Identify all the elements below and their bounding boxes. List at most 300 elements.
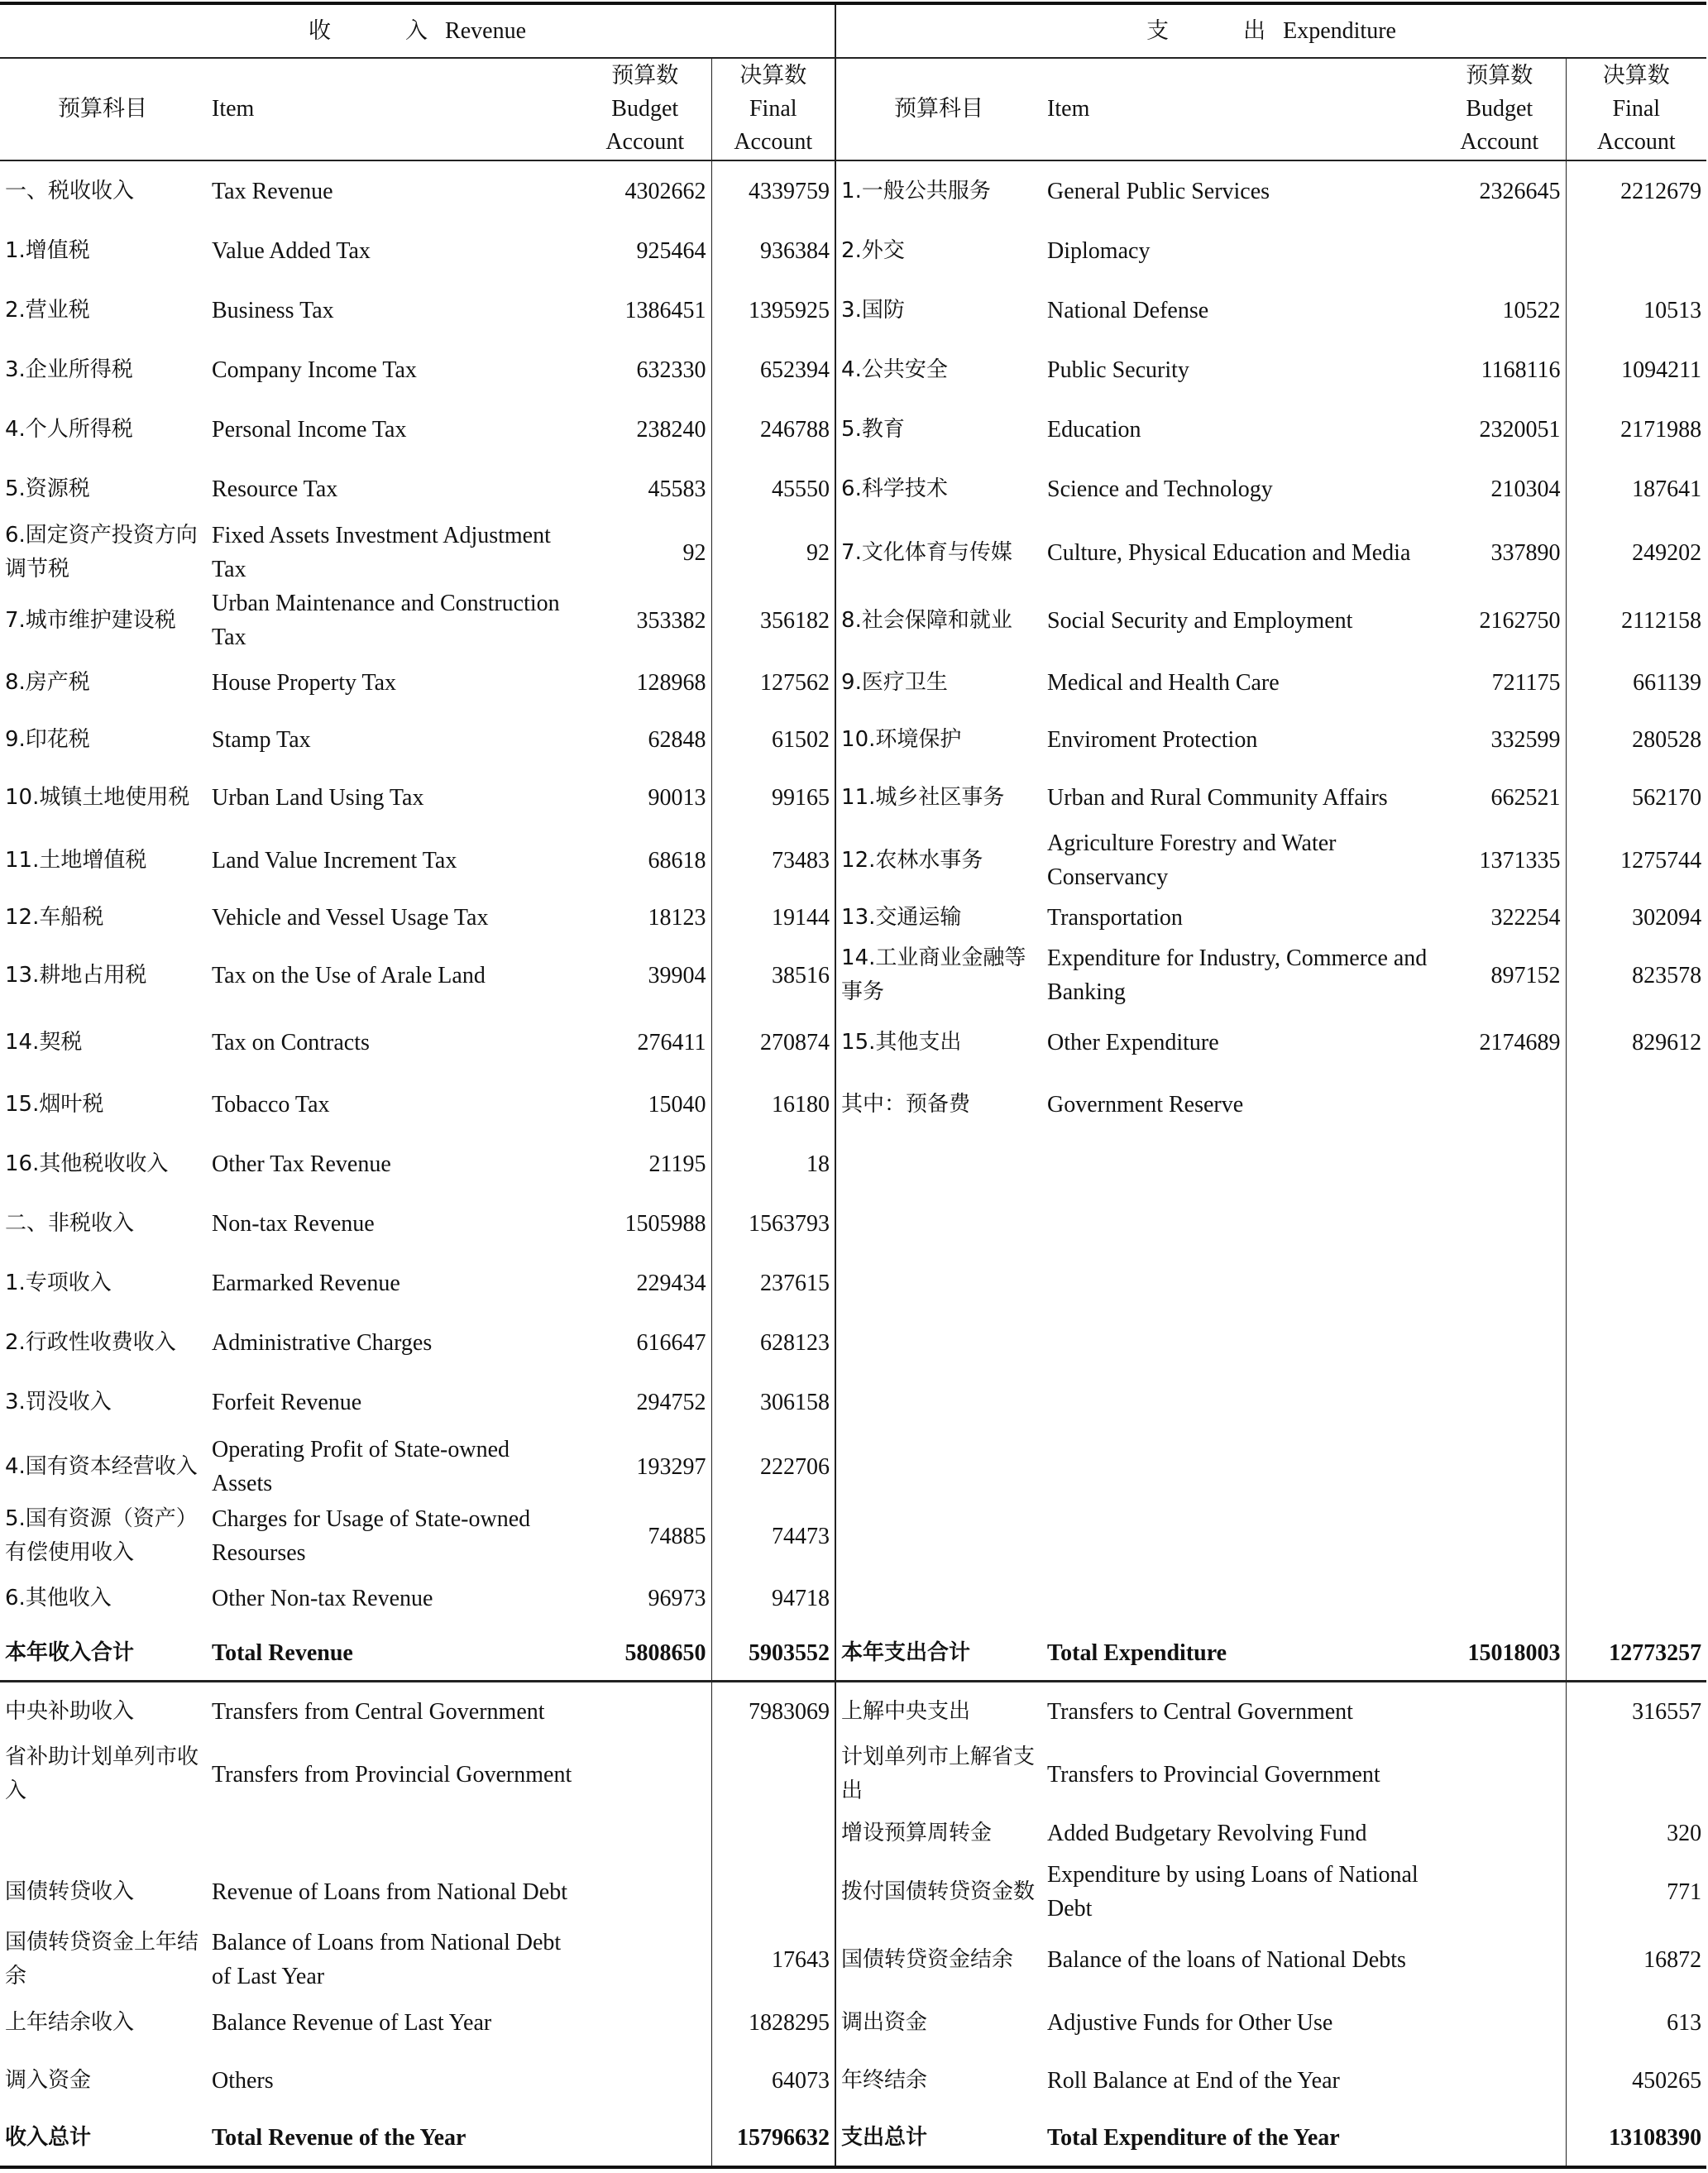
- expenditure-item-en: [1042, 1432, 1433, 1501]
- revenue-item-en: Tobacco Tax: [212, 1091, 330, 1118]
- expenditure-final-header-cn: 决算数: [1602, 63, 1670, 89]
- expenditure-title-cn-2: 出: [1243, 18, 1266, 44]
- revenue-final-value: [711, 1858, 835, 1926]
- transfer-row: [0, 1808, 1706, 1858]
- data-row: [0, 826, 1706, 894]
- revenue-item-en: Operating Profit of State-owned Assets: [212, 1437, 510, 1496]
- expenditure-item-en: [1042, 1253, 1433, 1313]
- revenue-subject-cn: 5.资源税: [5, 476, 90, 501]
- expenditure-subject-cn: 本年支出合计: [835, 1625, 1042, 1682]
- revenue-subject-header: 预算科目: [0, 58, 207, 160]
- revenue-budget-value: 21195: [579, 1134, 711, 1194]
- expenditure-subject-cn: 2.外交: [841, 237, 905, 263]
- grand-total-row: [0, 2109, 1706, 2167]
- revenue-item-en: Total Revenue: [207, 1625, 579, 1682]
- expenditure-final-value: [1566, 1134, 1706, 1194]
- revenue-final-value: 99165: [711, 768, 835, 826]
- revenue-budget-value: 92: [579, 519, 711, 586]
- expenditure-subject-cn: 4.公共安全: [841, 357, 948, 382]
- revenue-final-value: 16180: [711, 1075, 835, 1134]
- revenue-title-cn-1: 收: [309, 18, 332, 44]
- expenditure-item-en: Expenditure by using Loans of National Debt: [1047, 1862, 1419, 1922]
- expenditure-subject-cn: [835, 1253, 1042, 1313]
- expenditure-item-en: Balance of the loans of National Debts: [1047, 1946, 1406, 1973]
- revenue-item-en: Stamp Tax: [212, 726, 311, 753]
- expenditure-subject-cn: 年终结余: [841, 2067, 928, 2093]
- expenditure-budget-value: [1433, 1313, 1566, 1372]
- revenue-budget-value: 276411: [579, 1010, 711, 1075]
- revenue-final-value: 18: [711, 1134, 835, 1194]
- revenue-item-en: Transfers from Central Government: [212, 1698, 545, 1725]
- revenue-final-value: 936384: [711, 221, 835, 280]
- expenditure-subject-cn: 13.交通运输: [841, 904, 962, 930]
- revenue-item-en: Balance of Loans from National Debt of Last Year: [212, 1930, 562, 1989]
- data-row: [0, 221, 1706, 280]
- revenue-budget-value: 229434: [579, 1253, 711, 1313]
- expenditure-item-en: Total Expenditure: [1042, 1625, 1433, 1682]
- revenue-subject-cn: 14.契税: [5, 1029, 83, 1055]
- total-row: [0, 1625, 1706, 1682]
- expenditure-final-value: [1566, 1194, 1706, 1253]
- expenditure-item-en: Science and Technology: [1047, 476, 1273, 502]
- expenditure-item-en: Adjustive Funds for Other Use: [1047, 2009, 1333, 2036]
- expenditure-final-value: 316557: [1632, 1698, 1702, 1725]
- revenue-budget-header-en2: Account: [605, 129, 685, 155]
- revenue-subject-cn: 3.企业所得税: [5, 357, 133, 382]
- revenue-final-value: 652394: [711, 340, 835, 400]
- section-title-row: [0, 3, 1706, 58]
- revenue-subject-cn: 6.其他收入: [5, 1585, 112, 1611]
- revenue-subject-cn: 上年结余收入: [5, 2009, 135, 2035]
- expenditure-subject-cn: 增设预算周转金: [841, 1820, 993, 1845]
- expenditure-item-en: Urban and Rural Community Affairs: [1047, 784, 1388, 811]
- revenue-final-value: 38516: [711, 941, 835, 1010]
- revenue-budget-value: 5808650: [579, 1625, 711, 1682]
- revenue-final-value: [711, 1808, 835, 1858]
- revenue-budget-value: 39904: [579, 941, 711, 1010]
- revenue-budget-value: 68618: [579, 826, 711, 894]
- revenue-item-en: Personal Income Tax: [212, 416, 407, 443]
- data-row: [0, 1134, 1706, 1194]
- revenue-budget-value: [579, 2109, 711, 2167]
- expenditure-budget-value: [1433, 1682, 1566, 1741]
- expenditure-subject-cn: 计划单列市上解省支出: [841, 1745, 1036, 1803]
- expenditure-item-en: General Public Services: [1047, 178, 1270, 204]
- expenditure-final-value: [1566, 1501, 1706, 1571]
- revenue-subject-cn: 调入资金: [5, 2067, 92, 2093]
- expenditure-final-value: 10513: [1643, 297, 1702, 323]
- expenditure-budget-value: 2320051: [1433, 400, 1566, 459]
- revenue-final-header-cn: 决算数: [739, 63, 807, 89]
- data-row: [0, 1372, 1706, 1432]
- revenue-item-en: Other Tax Revenue: [212, 1151, 391, 1177]
- expenditure-budget-value: 332599: [1433, 711, 1566, 768]
- expenditure-final-value: [1566, 1253, 1706, 1313]
- revenue-budget-value: 96973: [579, 1571, 711, 1625]
- revenue-subject-cn: 1.专项收入: [5, 1270, 112, 1295]
- expenditure-item-en: Roll Balance at End of the Year: [1047, 2067, 1340, 2094]
- revenue-final-header: [711, 58, 835, 160]
- revenue-budget-value: 90013: [579, 768, 711, 826]
- revenue-subject-cn: 5.国有资源（资产）有偿使用收入: [5, 1506, 198, 1565]
- expenditure-item-en: Agriculture Forestry and Water Conservancy: [1047, 830, 1337, 890]
- expenditure-budget-value: 337890: [1433, 519, 1566, 586]
- expenditure-subject-cn: [835, 1134, 1042, 1194]
- revenue-subject-cn: 国债转贷收入: [5, 1879, 135, 1904]
- revenue-final-value: 7983069: [711, 1682, 835, 1741]
- revenue-budget-header-cn: 预算数: [611, 63, 679, 89]
- expenditure-item-en: Expenditure for Industry, Commerce and Banking: [1047, 945, 1428, 1005]
- data-row: [0, 280, 1706, 340]
- revenue-subject-cn: 16.其他税收收入: [5, 1151, 169, 1176]
- revenue-subject-cn: 6.固定资产投资方向调节税: [5, 523, 198, 582]
- revenue-budget-value: 15040: [579, 1075, 711, 1134]
- revenue-final-value: 64073: [711, 2051, 835, 2109]
- revenue-budget-value: 4302662: [579, 160, 711, 221]
- expenditure-item-en: [1042, 1501, 1433, 1571]
- expenditure-final-value: [1566, 1432, 1706, 1501]
- expenditure-item-en: Transfers to Central Government: [1047, 1698, 1353, 1725]
- expenditure-budget-value: 662521: [1433, 768, 1566, 826]
- expenditure-subject-cn: [835, 1571, 1042, 1625]
- revenue-final-value: 1828295: [711, 1994, 835, 2051]
- revenue-subject-cn: 中央补助收入: [5, 1698, 135, 1724]
- revenue-subject-cn: 1.增值税: [5, 237, 90, 263]
- revenue-budget-value: 62848: [579, 711, 711, 768]
- revenue-budget-value: [579, 1858, 711, 1926]
- expenditure-subject-cn: 15.其他支出: [841, 1029, 962, 1055]
- revenue-budget-value: 1386451: [579, 280, 711, 340]
- revenue-title-cn-2: 入: [405, 18, 428, 44]
- revenue-subject-cn: 本年收入合计: [0, 1625, 207, 1682]
- revenue-subject-cn: 3.罚没收入: [5, 1389, 112, 1414]
- revenue-subject-cn: 4.个人所得税: [5, 416, 133, 442]
- expenditure-final-value: 613: [1667, 2009, 1702, 2036]
- revenue-budget-value: [579, 2051, 711, 2109]
- expenditure-budget-value: 2162750: [1433, 586, 1566, 654]
- expenditure-subject-cn: 14.工业商业金融等事务: [841, 945, 1026, 1004]
- expenditure-subject-cn: 12.农林水事务: [841, 847, 983, 873]
- revenue-final-value: 246788: [711, 400, 835, 459]
- revenue-item-en: Tax on Contracts: [212, 1029, 370, 1055]
- data-row: [0, 1010, 1706, 1075]
- revenue-budget-value: 294752: [579, 1372, 711, 1432]
- expenditure-final-value: 16872: [1643, 1946, 1702, 1973]
- data-row: [0, 711, 1706, 768]
- revenue-subject-cn: 12.车船税: [5, 904, 104, 930]
- column-header-row: [0, 58, 1706, 160]
- expenditure-budget-value: 2174689: [1433, 1010, 1566, 1075]
- expenditure-final-header-en1: Final: [1612, 96, 1661, 122]
- expenditure-item-en: [1042, 1571, 1433, 1625]
- revenue-item-en: [207, 1808, 579, 1858]
- expenditure-budget-header-cn: 预算数: [1466, 63, 1533, 89]
- revenue-budget-header: [579, 58, 711, 160]
- revenue-budget-value: 193297: [579, 1432, 711, 1501]
- revenue-item-en: Administrative Charges: [212, 1329, 433, 1356]
- expenditure-budget-value: [1433, 1253, 1566, 1313]
- revenue-final-value: 270874: [711, 1010, 835, 1075]
- expenditure-subject-cn: 8.社会保障和就业: [841, 607, 1012, 633]
- revenue-final-header-en2: Account: [734, 129, 813, 155]
- expenditure-final-value: [1566, 1313, 1706, 1372]
- revenue-budget-value: [579, 1926, 711, 1994]
- expenditure-final-value: [1566, 1740, 1706, 1808]
- revenue-subject-cn: 4.国有资本经营收入: [5, 1453, 198, 1479]
- revenue-item-en: Forfeit Revenue: [212, 1389, 362, 1415]
- revenue-item-en: Vehicle and Vessel Usage Tax: [212, 904, 489, 931]
- revenue-final-value: 45550: [711, 459, 835, 519]
- expenditure-subject-cn: 上解中央支出: [841, 1698, 971, 1724]
- expenditure-budget-value: [1433, 221, 1566, 280]
- expenditure-subject-cn: [835, 1194, 1042, 1253]
- revenue-final-value: 4339759: [711, 160, 835, 221]
- expenditure-subject-cn: [835, 1313, 1042, 1372]
- revenue-item-en: Charges for Usage of State-owned Resourses: [212, 1506, 531, 1566]
- expenditure-item-en: Transfers to Provincial Government: [1047, 1761, 1380, 1788]
- expenditure-budget-value: 210304: [1433, 459, 1566, 519]
- revenue-budget-value: 74885: [579, 1501, 711, 1571]
- expenditure-item-en: National Defense: [1047, 297, 1209, 323]
- transfer-row: [0, 1682, 1706, 1741]
- expenditure-budget-value: 10522: [1433, 280, 1566, 340]
- revenue-subject-cn: 7.城市维护建设税: [5, 607, 176, 633]
- expenditure-final-header-en2: Account: [1596, 129, 1676, 155]
- revenue-budget-value: [579, 1740, 711, 1808]
- revenue-final-value: 61502: [711, 711, 835, 768]
- expenditure-subject-cn: 其中：预备费: [841, 1091, 971, 1117]
- expenditure-budget-value: 2326645: [1433, 160, 1566, 221]
- revenue-item-en: Business Tax: [212, 297, 334, 323]
- expenditure-budget-header-en2: Account: [1460, 129, 1539, 155]
- revenue-final-value: 74473: [711, 1501, 835, 1571]
- expenditure-budget-header: [1433, 58, 1566, 160]
- expenditure-final-value: 2171988: [1620, 416, 1702, 443]
- revenue-budget-value: 45583: [579, 459, 711, 519]
- expenditure-final-value: 249202: [1632, 539, 1702, 566]
- expenditure-item-en: [1042, 1313, 1433, 1372]
- expenditure-item-en: Transportation: [1047, 904, 1183, 931]
- expenditure-subject-cn: 11.城乡社区事务: [841, 784, 1005, 810]
- expenditure-subject-cn: 调出资金: [841, 2009, 928, 2035]
- revenue-subject-cn: 收入总计: [0, 2109, 207, 2167]
- expenditure-item-en: Total Expenditure of the Year: [1042, 2109, 1433, 2167]
- expenditure-subject-cn: 9.医疗卫生: [841, 669, 948, 695]
- data-row: [0, 459, 1706, 519]
- expenditure-subject-cn: 1.一般公共服务: [841, 178, 991, 203]
- revenue-item-en: Other Non-tax Revenue: [212, 1585, 433, 1611]
- revenue-subject-cn: 2.营业税: [5, 297, 90, 323]
- revenue-budget-value: 616647: [579, 1313, 711, 1372]
- revenue-item-en: Non-tax Revenue: [212, 1210, 375, 1237]
- expenditure-budget-value: [1433, 1134, 1566, 1194]
- expenditure-section-title: [835, 3, 1706, 58]
- expenditure-budget-value: 15018003: [1433, 1625, 1566, 1682]
- revenue-item-en: Tax on the Use of Arale Land: [212, 962, 486, 988]
- revenue-final-value: 1395925: [711, 280, 835, 340]
- revenue-item-en: House Property Tax: [212, 669, 397, 696]
- expenditure-subject-cn: 3.国防: [841, 297, 905, 323]
- revenue-item-en: Total Revenue of the Year: [207, 2109, 579, 2167]
- transfer-row: [0, 1858, 1706, 1926]
- expenditure-subject-cn: 拨付国债转贷资金数: [841, 1879, 1036, 1904]
- expenditure-budget-value: [1433, 1571, 1566, 1625]
- expenditure-final-value: 661139: [1633, 669, 1702, 696]
- revenue-final-value: 127562: [711, 654, 835, 711]
- revenue-subject-cn: 2.行政性收费收入: [5, 1329, 176, 1355]
- transfer-row: [0, 2051, 1706, 2109]
- expenditure-subject-cn: 支出总计: [835, 2109, 1042, 2167]
- revenue-subject-cn: 9.印花税: [5, 726, 90, 752]
- revenue-budget-value: 18123: [579, 894, 711, 941]
- expenditure-budget-value: [1433, 1194, 1566, 1253]
- expenditure-final-value: 280528: [1632, 726, 1702, 753]
- expenditure-subject-cn: [835, 1432, 1042, 1501]
- data-row: [0, 519, 1706, 586]
- data-row: [0, 1313, 1706, 1372]
- revenue-title-en: Revenue: [445, 18, 526, 44]
- expenditure-item-header: Item: [1042, 58, 1433, 160]
- expenditure-budget-value: [1433, 1858, 1566, 1926]
- expenditure-budget-value: [1433, 1432, 1566, 1501]
- expenditure-final-value: 2112158: [1621, 607, 1702, 634]
- expenditure-final-value: 562170: [1632, 784, 1702, 811]
- revenue-final-value: 306158: [711, 1372, 835, 1432]
- expenditure-item-en: Enviroment Protection: [1047, 726, 1258, 753]
- revenue-budget-value: 353382: [579, 586, 711, 654]
- revenue-subject-cn: 11.土地增值税: [5, 847, 147, 873]
- expenditure-final-value: 1275744: [1620, 847, 1702, 874]
- revenue-item-en: Fixed Assets Investment Adjustment Tax: [212, 523, 551, 582]
- expenditure-budget-value: [1433, 1372, 1566, 1432]
- expenditure-budget-value: [1433, 1740, 1566, 1808]
- expenditure-final-header: [1566, 58, 1706, 160]
- revenue-item-en: Urban Maintenance and Construction Tax: [212, 591, 560, 650]
- revenue-final-value: 356182: [711, 586, 835, 654]
- expenditure-final-value: [1566, 221, 1706, 280]
- revenue-budget-value: [579, 1994, 711, 2051]
- expenditure-final-value: 823578: [1632, 962, 1702, 988]
- expenditure-budget-value: [1433, 1926, 1566, 1994]
- revenue-section-title: [0, 3, 835, 58]
- data-row: [0, 340, 1706, 400]
- expenditure-subject-cn: 10.环境保护: [841, 726, 962, 752]
- revenue-budget-value: [579, 1808, 711, 1858]
- revenue-final-value: 73483: [711, 826, 835, 894]
- revenue-subject-cn: [0, 1808, 207, 1858]
- expenditure-budget-value: [1433, 1994, 1566, 2051]
- expenditure-final-value: 320: [1667, 1820, 1702, 1846]
- expenditure-subject-cn: 6.科学技术: [841, 476, 948, 501]
- expenditure-item-en: Diplomacy: [1047, 237, 1151, 264]
- revenue-final-header-en1: Final: [749, 96, 797, 122]
- data-row: [0, 654, 1706, 711]
- revenue-final-value: 15796632: [711, 2109, 835, 2167]
- revenue-item-en: Transfers from Provincial Government: [212, 1761, 572, 1788]
- revenue-budget-value: 632330: [579, 340, 711, 400]
- expenditure-subject-cn: 国债转贷资金结余: [841, 1946, 1014, 1972]
- revenue-subject-cn: 8.房产税: [5, 669, 90, 695]
- revenue-final-value: [711, 1740, 835, 1808]
- revenue-final-value: 92: [711, 519, 835, 586]
- revenue-budget-value: [579, 1682, 711, 1741]
- expenditure-final-value: 13108390: [1566, 2109, 1706, 2167]
- revenue-final-value: 5903552: [711, 1625, 835, 1682]
- expenditure-final-value: 771: [1667, 1879, 1702, 1905]
- data-row: [0, 1432, 1706, 1501]
- expenditure-budget-value: 721175: [1433, 654, 1566, 711]
- revenue-final-value: 222706: [711, 1432, 835, 1501]
- revenue-budget-value: 925464: [579, 221, 711, 280]
- transfer-row: [0, 1994, 1706, 2051]
- revenue-item-en: Earmarked Revenue: [212, 1270, 400, 1296]
- expenditure-subject-header: 预算科目: [835, 58, 1042, 160]
- revenue-item-en: Revenue of Loans from National Debt: [212, 1879, 567, 1905]
- revenue-item-en: Balance Revenue of Last Year: [212, 2009, 492, 2036]
- expenditure-final-value: [1566, 1372, 1706, 1432]
- data-row: [0, 941, 1706, 1010]
- expenditure-title-en: Expenditure: [1283, 18, 1396, 44]
- expenditure-budget-value: [1433, 1501, 1566, 1571]
- data-row: [0, 1075, 1706, 1134]
- expenditure-item-en: Public Security: [1047, 357, 1189, 383]
- revenue-item-en: Others: [212, 2067, 274, 2094]
- data-row: [0, 160, 1706, 221]
- revenue-item-en: Urban Land Using Tax: [212, 784, 424, 811]
- expenditure-subject-cn: 7.文化体育与传媒: [841, 539, 1012, 565]
- expenditure-budget-value: 1168116: [1433, 340, 1566, 400]
- expenditure-final-value: 450265: [1632, 2067, 1702, 2094]
- data-row: [0, 1194, 1706, 1253]
- expenditure-final-value: 302094: [1632, 904, 1702, 931]
- expenditure-final-value: 187641: [1632, 476, 1702, 502]
- data-row: [0, 400, 1706, 459]
- revenue-final-value: 1563793: [711, 1194, 835, 1253]
- expenditure-title-cn-1: 支: [1146, 18, 1170, 44]
- expenditure-budget-value: 1371335: [1433, 826, 1566, 894]
- data-row: [0, 1501, 1706, 1571]
- revenue-subject-cn: 国债转贷资金上年结余: [5, 1930, 199, 1989]
- revenue-subject-cn: 省补助计划单列市收入: [5, 1745, 199, 1803]
- expenditure-budget-value: [1433, 2109, 1566, 2167]
- data-row: [0, 1253, 1706, 1313]
- revenue-final-value: 17643: [711, 1926, 835, 1994]
- revenue-final-value: 94718: [711, 1571, 835, 1625]
- expenditure-item-en: [1042, 1372, 1433, 1432]
- expenditure-item-en: Added Budgetary Revolving Fund: [1047, 1820, 1367, 1846]
- revenue-item-en: Tax Revenue: [212, 178, 333, 204]
- revenue-subject-cn: 10.城镇土地使用税: [5, 784, 190, 810]
- revenue-item-en: Resource Tax: [212, 476, 338, 502]
- expenditure-budget-value: [1433, 1075, 1566, 1134]
- expenditure-item-en: Social Security and Employment: [1047, 607, 1353, 634]
- expenditure-subject-cn: [835, 1372, 1042, 1432]
- data-row: [0, 768, 1706, 826]
- revenue-budget-value: 1505988: [579, 1194, 711, 1253]
- expenditure-final-value: [1566, 1075, 1706, 1134]
- expenditure-item-en: Government Reserve: [1047, 1091, 1244, 1118]
- transfer-row: [0, 1926, 1706, 1994]
- revenue-expenditure-table: [0, 2, 1706, 2169]
- expenditure-budget-value: 897152: [1433, 941, 1566, 1010]
- revenue-budget-header-en1: Budget: [611, 96, 679, 122]
- revenue-budget-value: 238240: [579, 400, 711, 459]
- revenue-item-en: Land Value Increment Tax: [212, 847, 457, 874]
- revenue-item-en: Company Income Tax: [212, 357, 417, 383]
- expenditure-final-value: 2212679: [1620, 178, 1702, 204]
- expenditure-item-en: Medical and Health Care: [1047, 669, 1280, 696]
- expenditure-final-value: 12773257: [1566, 1625, 1706, 1682]
